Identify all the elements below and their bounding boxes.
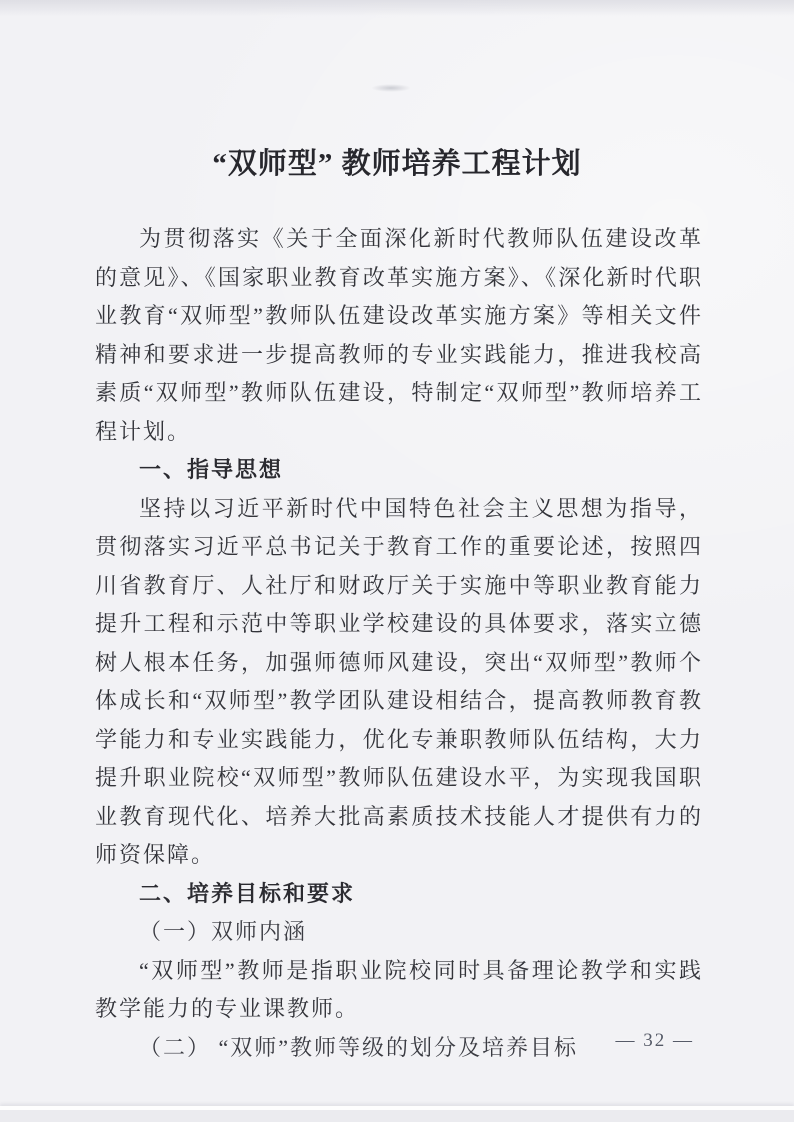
page-number: — 32 — (615, 1030, 694, 1051)
section-heading-training-goals: 二、培养目标和要求 (139, 880, 356, 906)
subsection-heading-shuangshi-definition: （一）双师内涵 (139, 919, 308, 944)
scan-edge-shadow-top (0, 0, 794, 16)
scan-edge-line-bottom (0, 1106, 794, 1110)
section-heading-guiding-ideology: 一、指导思想 (139, 457, 284, 482)
paragraph-shuangshi-definition: “双师型”教师是指职业院校同时具备理论教学和实践教学能力的专业课教师。 (95, 957, 703, 1021)
document-body (95, 220, 703, 1067)
scan-edge-shadow-bottom (0, 1110, 794, 1122)
document-title: “双师型” 教师培养工程计划 (212, 148, 582, 180)
subsection-heading-teacher-levels: （二） “双师”教师等级的划分及培养目标 (139, 1034, 579, 1060)
paragraph-preamble: 为贯彻落实《关于全面深化新时代教师队伍建设改革的意见》、《国家职业教育改革实施方案》、《深化新时代职业教育“双师型”教师队伍建设改革实施方案》等相关文件精神和要求进一步提高教师的专业实践能力，推进我校高素质“双师型”教师队伍建设，特制定“双师型”教师培养工程计划。 (95, 226, 703, 444)
scan-smudge-mark (371, 84, 411, 92)
paragraph-guiding-ideology: 坚持以习近平新时代中国特色社会主义思想为指导，贯彻落实习近平总书记关于教育工作的重要论述，按照四川省教育厅、人社厅和财政厅关于实施中等职业教育能力提升工程和示范中等职业学校建设的具体要求，落实立德树人根本任务，加强师德师风建设，突出“双师型”教师个体成长和“双师型”教学团队建设相结合，提高教师教育教学能力和专业实践能力，优化专兼职教师队伍结构，大力提升职业院校“双师型”教师队伍建设水平，为实现我国职业教育现代化、培养大批高素质技术技能人才提供有力的师资保障。 (95, 495, 703, 867)
